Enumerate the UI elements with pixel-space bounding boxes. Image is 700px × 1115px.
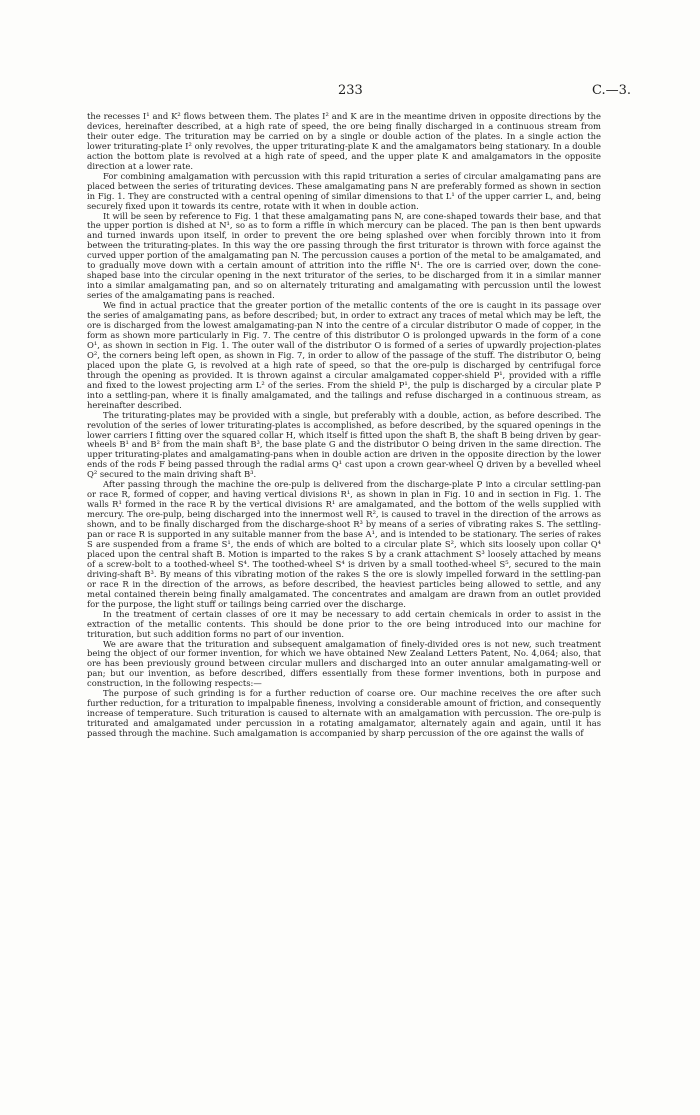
paragraph-prior-art: We are aware that the trituration and subsequent amalgamation of finely-divided ores is not new, such treatment being the object of our former invention, for which we have obtained New Zealand Letters Patent, No. 4,064; also, that ore has been previously ground between circular mullers and discharged into an outer annular amalgamating-well or pan; but our invention, as before described, differs essentially from these former inventions, both in purpose and construction, in the following respects:— (87, 638, 601, 689)
paragraph-distributor: We find in actual practice that the greater portion of the metallic contents of the ore is caught in its passage over the series of amalgamating pans, as before described; but, in order to extract any traces of metal which may be left, the ore is discharged from the lowest amalgamating-pan N into the centre of a circular distributor O made of copper, in the form as shown more particularly in Fig. 7. The centre of this distributor O is prolonged upwards in the form of a cone O¹, as shown in section in Fig. 1. The outer wall of the distributor O is formed of a series of upwardly projection-plates O², the corners being left open, as shown in Fig. 7, in order to allow of the passage of the stuff. The distributor O, being placed upon the plate G, is revolved at a high rate of speed, so that the ore-pulp is discharged by centrifugal force through the opening as provided. It is thrown against a circular amalgamated copper-shield P¹, provided with a riffle and fixed to the lowest projecting arm L² of the series. From the shield P¹, the pulp is discharged by a circular plate P into a settling-pan, where it is finally amalgamated, and the tailings and refuse discharged in a continuous stream, as hereinafter described. (87, 300, 601, 410)
paragraph-settling-pan: After passing through the machine the ore-pulp is delivered from the discharge-plate P into a circular settling-pan or race R, formed of copper, and having vertical divisions R¹, as shown in plan in Fig. 10 and in section in Fig. 1. The walls R¹ formed in the race R by the vertical divisions R¹ are amalgamated, and the bottom of the wells supplied with mercury. The ore-pulp, being discharged into the innermost well R², is caused to travel in the direction of the arrows as shown, and to be finally discharged from the discharge-shoot R³ by means of a series of vibrating rakes S. The settling-pan or race R is supported in any suitable manner from the base A¹, and is intended to be stationary. The series of rakes S are suspended from a frame S¹, the ends of which are bolted to a circular plate S², which sits loosely upon collar Q⁴ placed upon the central shaft B. Motion is imparted to the rakes S by a crank attachment S³ loosely attached by means of a screw-bolt to a toothed-wheel S⁴. The toothed-wheel S⁴ is driven by a small toothed-wheel S⁵, secured to the main driving-shaft B³. By means of this vibrating motion of the rakes S the ore is slowly impelled forward in the settling-pan or race R in the direction of the arrows, as before described, the heaviest particles being allowed to settle, and any metal contained therein being finally amalgamated. The concentrates and amalgam are drawn from an outlet provided for the purpose, the light stuff or tailings being carried over the discharge. (87, 479, 601, 609)
paragraph-purpose: The purpose of such grinding is for a further reduction of coarse ore. Our machine receives the ore after such further reduction, for a trituration to impalpable fineness, involving a considerable amount of friction, and consequently increase of temperature. Such trituration is caused to alternate with an amalgamation with percussion. The ore-pulp is triturated and amalgamated under percussion in a rotating amalgamator, alternately again and again, until it has passed through the machine. Such amalgamation is accompanied by sharp percussion of the ore against the walls of (87, 688, 601, 739)
page-number: 233 (338, 83, 363, 98)
page-header (0, 83, 700, 103)
paragraph-cone-shaped-pans: It will be seen by reference to Fig. 1 that these amalgamating pans N, are cone-shaped towards their base, and that the upper portion is dished at N¹, so as to form a riffle in which mercury can be placed. The pan is then bent upwards and turned inwards upon itself, in order to prevent the ore being splashed over when forcibly thrown into it from between the triturating-plates. In this way the ore passing through the first triturator is thrown with force against the curved upper portion of the amalgamating pan N. The percussion causes a portion of the metal to be amalgamated, and to gradually move down with a certain amount of attrition into the riffle N¹. The ore is carried over, down the cone-shaped base into the circular opening in the next triturator of the series, to be discharged from it in a similar manner into a similar amalgamating pan, and so on alternately triturating and amalgamating with percussion until the lowest series of the amalgamating pans is reached. (87, 210, 601, 301)
paragraph-triturating-plates: The triturating-plates may be provided with a single, but preferably with a double, action, as before described. The revolution of the series of lower triturating-plates is accomplished, as before described, by the squared openings in the lower carriers I fitting over the squared collar H, which itself is fitted upon the shaft B, the shaft B being driven by gear-wheels B¹ and B² from the main shaft B³, the base plate G and the distributor O being driven in the same direction. The upper triturating-plates and amalgamating-pans when in double action are driven in the opposite direction by the lower ends of the rods F being passed through the radial arms Q¹ cast upon a crown gear-wheel Q driven by a bevelled wheel Q² secured to the main driving shaft B³. (87, 409, 601, 480)
body-text (87, 112, 601, 739)
paragraph-continued: the recesses I¹ and K² flows between them. The plates I² and K are in the meantime driven in opposite directions by the devices, hereinafter described, at a high rate of speed, the ore being finally discharged in a continuous stream from their outer edge. The trituration may be carried on by a single or double action of the plates. In a single action the lower triturating-plate I² only revolves, the upper triturating-plate K and the amalgamators being stationary. In a double action the bottom plate is revolved at a high rate of speed, and the upper plate K and amalgamators in the opposite direction at a lower rate. (87, 111, 601, 171)
paragraph-chemicals: In the treatment of certain classes of ore it may be necessary to add certain chemicals in order to assist in the extraction of the metallic contents. This should be done prior to the ore being introduced into our machine for trituration, but such addition forms no part of our invention. (87, 608, 601, 639)
document-reference: C.—3. (592, 83, 632, 98)
paragraph-amalgamating-pans: For combining amalgamation with percussion with this rapid trituration a series of circular amalgamating pans are placed between the series of triturating devices. These amalgamating pans N are preferably formed as shown in section in Fig. 1. They are constructed with a central opening of similar dimensions to that L¹ of the upper carrier L, and, being securely fixed upon it towards its centre, rotate with it when in double action. (87, 170, 601, 211)
